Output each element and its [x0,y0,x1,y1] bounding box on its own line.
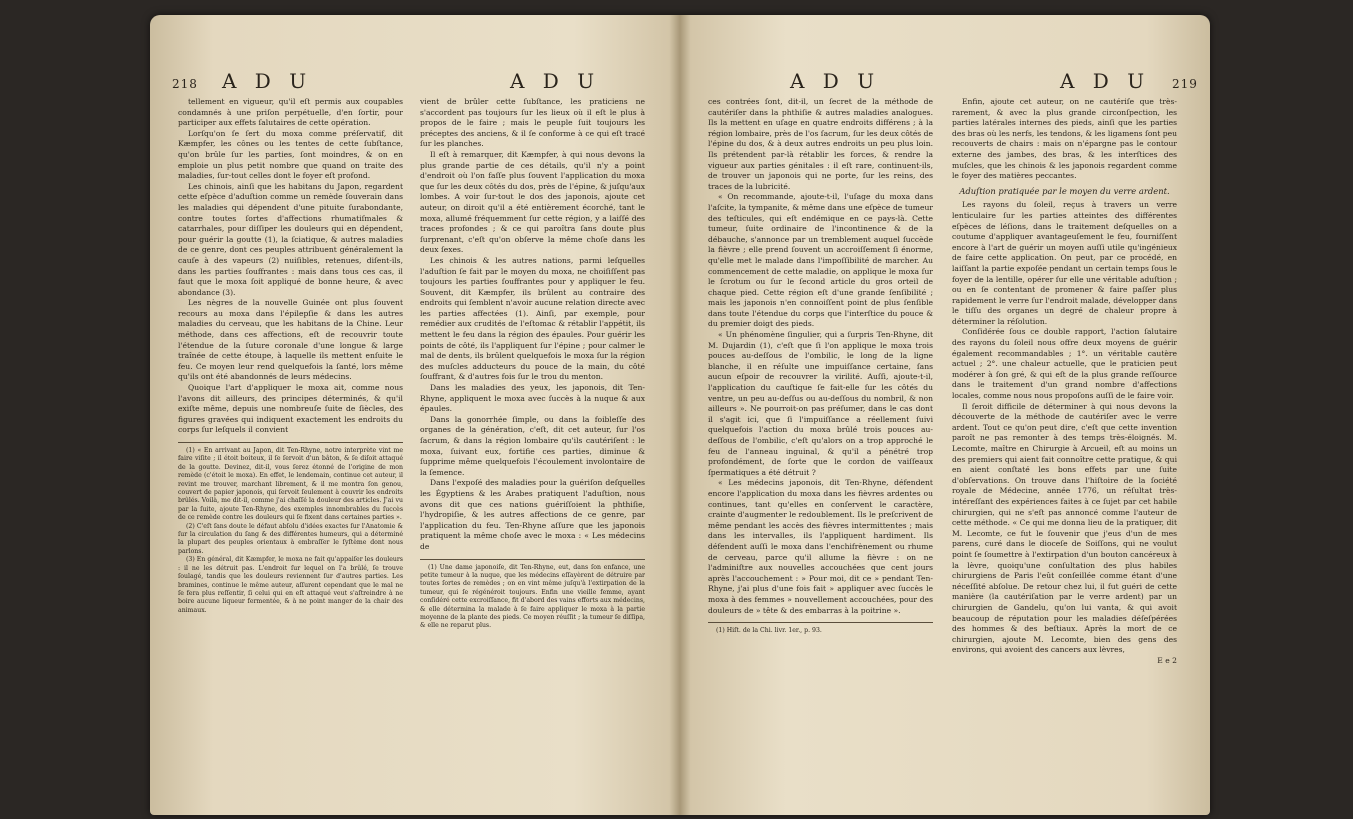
paragraph: Quoique l'art d'appliquer le moxa ait, comme nous l'avons dit ailleurs, des principes déterminés, & qu'il exiſte même, depuis une nombreuſe ſuite de ſiècles, des figures gravées qui indiquent exactement les endroits du corps ſur leſquels il convient [178,383,403,435]
right-page-number: 219 [1172,77,1198,91]
paragraph: Conſidérée ſous ce double rapport, l'action ſalutaire des rayons du ſoleil nous offre deux moyens de guérir également recommandables ; 1°. un véritable cautère actuel ; 2°. une chaleur actuelle, que le praticien peut modérer à ſon gré, & qui eſt de la plus grande reſſource dans le traitement d'un grand nombre d'affections locales, comme nous nous propoſons auſſi de le faire voir. [952,327,1177,401]
footnote: (1) Hiſt. de la Chi. livr. 1er., p. 93. [716,627,822,635]
footnotes [420,564,645,631]
left-column-2 [420,97,645,797]
left-page-number: 218 [172,77,198,91]
paragraph: Dans l'expoſé des maladies pour la guériſon deſquelles les Égyptiens & les Arabes pratiquent l'aduſtion, nous avons dit que ces nations guériſſoient la phthiſie, l'hydropiſie, & les autres affections de ce genre, par l'application du feu. Ten-Rhyne aſſure que les japonois pratiquent la même choſe avec le moxa : « Les médecins de [420,478,645,551]
signature-mark: E e 2 [1157,655,1177,665]
paragraph: « Les médecins japonois, dit Ten-Rhyne, défendent encore l'application du moxa dans les fièvres ardentes ou continues, tant qu'elles en conſervent le caractère, crainte d'augmenter le redoublement. Ils le preſcrivent de même pendant les accès des fièvres intermittentes ; mais dans les intervalles, ils l'appliquent hardiment. Ils défendent auſſi le moxa dans l'enchifrènement ou rhume de cerveau, parce qu'il allume la fièvre : on ne l'adminiſtre aux nouvelles accouchées que cent jours après l'accouchement : » Pour moi, dit ce » pendant Ten-Rhyne, j'ai plus d'une fois fait » appliquer avec ſuccès le moxa à des femmes » nouvellement accouchées, pour des douleurs de » tête & des embarras à la poitrine ». [708,478,933,615]
footnote: (3) En général, dit Kæmpfer, le moxa ne fait qu'appaiſer les douleurs : il ne les détruit pas. L'endroit ſur lequel on l'a brûlé, ſe trouve ſoulagé, tandis que les douleurs reviennent ſur d'autres parties. Les bramines, continue le même auteur, aſſurent cependant que le mal ne ſe fera plus reſſentir, ſi celui qui en eſt attaqué veut s'aſtreindre à ne boire aucune liqueur fermentée, & à ne point manger de la chair des animaux. [178,556,403,614]
right-running-head-1: A D U [790,69,881,93]
paragraph: Lorſqu'on ſe ſert du moxa comme préſervatif, dit Kæmpfer, les cônes ou les tentes de cette ſubſtance, qu'on brûle ſur les parties, ſont moindres, & on en emploie un plus petit nombre que quand on traite des maladies, ſur-tout celles dont le foyer eſt profond. [178,128,403,181]
paragraph: Les chinois & les autres nations, parmi leſquelles l'aduſtion ſe fait par le moyen du moxa, ne choiſiſſent pas toujours les parties ſouffrantes pour y appliquer le feu. Souvent, dit Kæmpfer, ils brûlent au contraire des endroits qui ſemblent n'avoir aucune relation directe avec les parties affectées (1). Ainſi, par exemple, pour remédier aux crudités de l'eſtomac & rétablir l'appétit, ils mettent le feu dans la région des épaules. Pour guérir les points de côté, ils l'appliquent ſur l'épine ; pour calmer le mal de dents, ils brûlent quelquefois le moxa ſur la région des muſcles adducteurs du pouce de la main, du côté ſouffrant, & d'autres fois ſur le trou du menton. [420,255,645,382]
right-column-1 [708,97,933,797]
right-column-2 [952,97,1177,797]
left-running-head-2: A D U [510,69,601,93]
left-header [150,65,680,91]
footnote: (1) « En arrivant au Japon, dit Ten-Rhyne, notre interprète vint me faire viſite ; il étoit boiteux, il ſe ſervoit d'un bâton, & ſe diſoit attaqué de la goutte. Devinez, dit-il, vous ſerez étonné de l'origine de mon remède (c'étoit le moxa). En effet, le lendemain, continue cet auteur, il revint me trouver, marchant librement, & il me montra ſon genou, couvert de papier japonois, qui ſervoit ſeulement à couvrir les endroits brûlés. Voilà, me dit-il, comme j'ai chaſſé la douleur des articles. J'ai vu par la ſuite, ajoute Ten-Rhyne, des exemples innombrables du ſuccès de ce remède contre les douleurs qui ſe fixent dans certaines parties ». [178,447,403,522]
right-header [680,65,1210,91]
paragraph: Enfin, ajoute cet auteur, on ne cautériſe que très-rarement, & avec la plus grande circonſpection, les parties latérales internes des pieds, ainſi que les parties des bras où les nerfs, les tendons, & les ligamens ſont peu recouverts de chairs : mais on n'épargne pas le contour externe des jambes, des bras, & les interſtices des muſcles, que les chinois & les japonois regardent comme le foyer des matières peccantes. [952,97,1177,181]
footnote-rule [420,559,645,560]
right-running-head-2: A D U [1060,69,1151,93]
left-running-head-1: A D U [222,69,313,93]
paragraph: Dans la gonorrhée ſimple, ou dans la foibleſſe des organes de la génération, c'eſt, dit cet auteur, ſur l'os ſacrum, & dans la région lombaire qu'ils cautériſent : le moxa, ſuivant eux, fortifie ces parties, diminue & ſupprime même quelquefois l'écoulement involontaire de la ſemence. [420,414,645,477]
footnotes [178,447,403,615]
paragraph: Les chinois, ainſi que les habitans du Japon, regardent cette eſpèce d'aduſtion comme un remède ſouverain dans les maladies qui dépendent d'une pituite ſurabondante, contre toutes ſortes d'affections rhumatiſmales & catarrhales, pour diſſiper les douleurs qui en dépendent, pour guérir la goutte (1), la ſciatique, & autres maladies de ce genre, dont ces peuples attribuent généralement la cauſe à des vapeurs (2) nuiſibles, retenues, diſent-ils, dans les parties ſouffrantes : mais dans tous ces cas, il faut que le moxa ſoit appliqué de bonne heure, & avec abondance (3). [178,181,403,297]
paragraph: vient de brûler cette ſubſtance, les praticiens ne s'accordent pas toujours ſur les lieux où il eſt le plus à propos de le faire ; mais le peuple ſuit toujours les préceptes des anciens, & il ſe conforme à ce qui eſt tracé ſur les planches. [420,97,645,149]
paragraph: Il ſeroit difficile de déterminer à qui nous devons la découverte de la méthode de cautériſer avec le verre ardent. Tout ce qu'on peut dire, c'eſt que cette invention paroît ne pas remonter à des temps très-éloignés. M. Lecomte, maître en Chirurgie à Arcueil, eſt au moins un des premiers qui aient fait connoître cette pratique, & qui en aient conſtaté les bons effets par une ſuite d'obſervations. On trouve dans l'hiſtoire de la ſociété royale de Médecine, année 1776, un réſultat très-intéreſſant des expériences faites à ce ſujet par cet habile chirurgien, qui ne s'eſt pas annoncé comme l'auteur de cette méthode. « Ce qui me donna lieu de la pratiquer, dit M. Lecomte, ce fut le ſouvenir que j'eus d'un de mes parens, curé dans le dioceſe de Soiſſons, qui ne voulut point ſe ſoumettre à l'extirpation d'un bouton cancéreux à la lèvre, quoiqu'une conſultation des plus habiles chirurgiens de Paris l'eût conſeillée comme étant d'une néceſſité abſolue. De retour chez lui, il fut guéri de cette manière (la cautériſation par le verre ardent) par un chirurgien de Gandelu, qu'on lui vanta, & qui avoit beaucoup de réputation pour les maladies déſeſpérées des hommes & des beſtiaux. Après la mort de ce chirurgien, ajoute M. Lecomte, bien des gens des environs, qui avoient des cancers aux lèvres, [952,401,1177,655]
paragraph: Les rayons du ſoleil, reçus à travers un verre lenticulaire ſur les parties atteintes des différentes eſpèces de léſions, dans le traitement deſquelles on a coutume d'appliquer avantageuſement le feu, fourniſſent encore à l'art de guérir un moyen auſſi utile qu'ingénieux de faire cette application. On peut, par ce procédé, en laiſſant la partie expoſée pendant un certain temps ſous le foyer de la lentille, opérer ſur elle une véritable aduſtion ; ou en ſe contentant de promener & faire paſſer plus rapidement le verre ſur l'endroit malade, développer dans le tiſſu des organes un degré de chaleur propre à déterminer la réſolution. [952,200,1177,326]
paragraph: tellement en vigueur, qu'il eſt permis aux coupables condamnés à une priſon perpétuelle, d'en ſortir, pour participer aux effets ſalutaires de cette opération. [178,97,403,128]
paragraph: « Un phénomène ſingulier, qui a ſurpris Ten-Rhyne, dit M. Dujardin (1), c'eſt que ſi l'on applique le moxa trois pouces au-deſſous de l'ombilic, le long de la ligne blanche, il en réſulte une impuiſſance certaine, ſans aucun eſpoir de recouvrer la virilité. Auſſi, ajoute-t-il, l'application du cauſtique ſe fait-elle ſur les côtés du ventre, un peu au-deſſus ou au-deſſous du nombril, & non ailleurs ». Ne pourroit-on pas préſumer, dans le cas dont il s'agit ici, que ſi l'impuiſſance a réellement ſuivi quelquefois l'action du moxa brûlé trois pouces au-deſſous de l'ombilic, c'eſt qu'alors on a trop approché le feu de l'anneau inguinal, & qu'il a pénétré trop profondément, de ſorte que le cordon de vaiſſeaux ſpermatiques a été détruit ? [708,330,933,477]
paragraph: Dans les maladies des yeux, les japonois, dit Ten-Rhyne, appliquent le moxa avec ſuccès à la nuque & aux épaules. [420,383,645,414]
book-spread [150,15,1210,815]
paragraph: « On recommande, ajoute-t-il, l'uſage du moxa dans l'aſcite, la tympanite, & même dans une eſpèce de tumeur des teſticules, qui eſt endémique en ce pays-là. Cette tumeur, ſuite ordinaire de l'incontinence & de la débauche, s'annonce par un tremblement auquel ſuccède la fièvre ; elle prend ſouvent un accroiſſement ſi énorme, qu'elle met le malade dans l'impoſſibilité de marcher. Au commencement de cette maladie, on applique le moxa ſur le ſcrotum ou ſur le ſecond article du gros orteil de chaque pied. Cette région eſt d'une grande ſenſibilité ; mais les japonois n'en connoiſſent point de plus ſenſible dans toute l'étendue du corps que l'interſtice du pouce & du premier doigt des pieds. [708,192,933,329]
footnotes [708,627,933,635]
paragraph: Il eſt à remarquer, dit Kæmpfer, à qui nous devons la plus grande partie de ces détails, qu'il n'y a point d'endroit où l'on faſſe plus ſouvent l'application du moxa que ſur les deux côtés du dos, près de l'épine, & juſqu'aux lombes. A voir ſur-tout le dos des japonois, ajoute cet auteur, on diroit qu'il a été entièrement écorché, tant le moxa, allumé fréquemment ſur cette région, y a laiſſé des traces profondes ; & ce qui paroîtra ſans doute plus ſurprenant, c'eſt qu'on obſerve la même choſe dans les deux ſexes. [420,149,645,255]
footnote: (2) C'eſt ſans doute le défaut abſolu d'idées exactes ſur l'Anatomie & ſur la circulation du ſang & des différentes humeurs, qui a déterminé la plupart des peuples orientaux à embraſſer le ſyſtème dont nous parlons. [178,522,403,555]
paragraph: ces contrées ſont, dit-il, un ſecret de la méthode de cautériſer dans la phthiſie & autres maladies analogues. Ils la mettent en uſage en quatre endroits différens ; à la région lombaire, près de l'os ſacrum, ſur les deux côtés de l'épine du dos, & à deux autres endroits un peu plus loin. Ils prétendent par-là rétablir les forces, & rendre la vigueur aux parties génitales : il eſt rare, continuent-ils, de trouver un japonois qui ne porte, ſur les reins, des traces de la lubricité. [708,97,933,191]
left-page [150,15,680,815]
footnote: (1) Une dame japonoiſe, dit Ten-Rhyne, eut, dans ſon enfance, une petite tumeur à la nuque, que les médecins eſſayèrent de détruire par toutes ſortes de remèdes ; on en vint même juſqu'à l'extirpation de la tumeur, qui ſe régénéroit toujours. Enfin une vieille femme, ayant conſidéré cette excroiſſance, fit d'abord des vains efforts aux médecins, & elle détermina la malade à ſe faire appliquer le moxa à la partie moyenne de la plante des pieds. Ce moyen réuſſit ; la tumeur ſe diſſipa, & elle ne reparut plus. [420,563,645,630]
footnote-rule [708,622,933,623]
footnote-rule [178,442,403,443]
right-page [680,15,1210,815]
left-column-1 [178,97,403,797]
paragraph: Les nègres de la nouvelle Guinée ont plus ſouvent recours au moxa dans l'épilepſie & dans les autres maladies du cerveau, que les habitans de la Chine. Leur méthode, dans ces affections, eſt de recouvrir toute l'étendue de la ſuture coronale d'une longue & large traînée de cette étoupe, à laquelle ils mettent enſuite le feu. Ce moyen leur rend quelquefois la ſanté, lors même qu'ils ont été abandonnés de leurs médecins. [178,298,403,382]
section-heading: Aduſtion pratiquée par le moyen du verre ardent. [959,185,1170,196]
